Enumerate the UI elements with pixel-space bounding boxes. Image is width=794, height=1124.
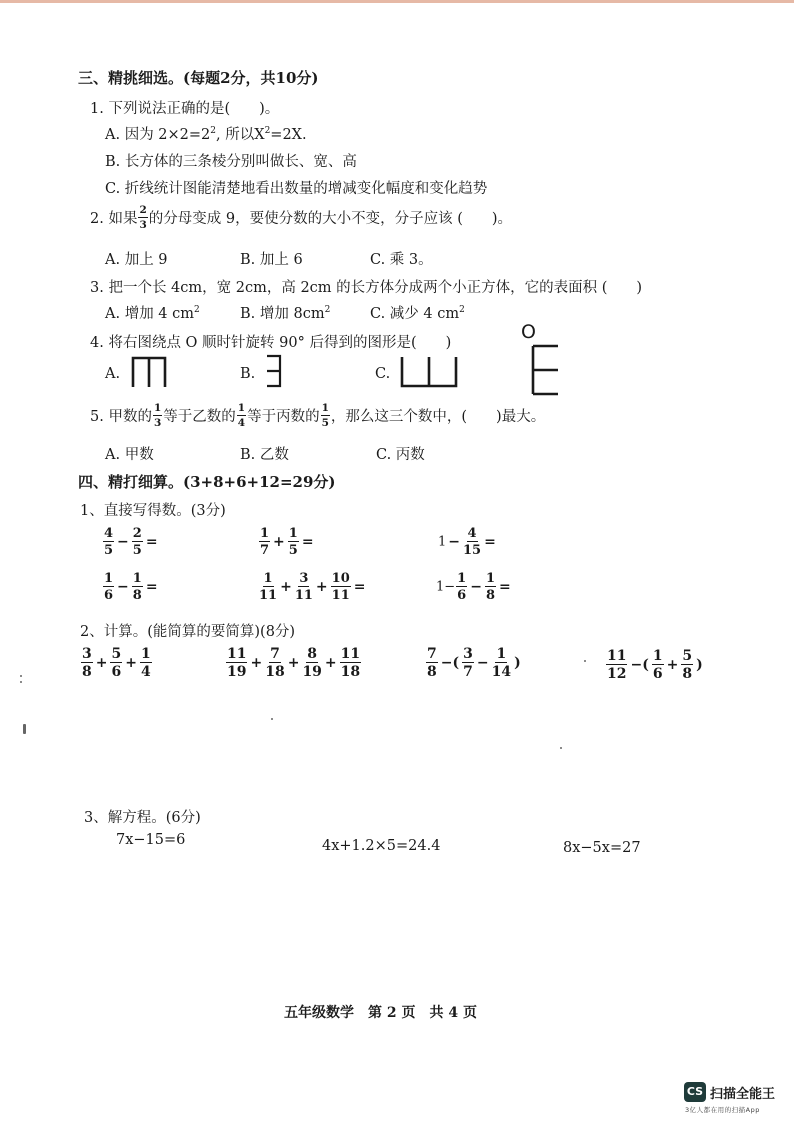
q4-option-b-label: B. (240, 366, 256, 382)
p2-expr-3: $\frac{7}{8}$ −( $\frac{3}{7}$ − $\frac{1}{14}$ ) (427, 646, 521, 680)
q3-option-c: C. 减少 4 $cm^2$ (370, 305, 465, 322)
part-2-title: 2、计算。(能简算的要简算)(8分) (80, 624, 296, 640)
q2-option-c: C. 乘 3。 (370, 252, 433, 268)
p1-expr-6: 1− $\frac{1}{6}$ − $\frac{1}{8}$ = (436, 571, 511, 603)
section-4-title: 四、精打细算。(3+8+6+12=29分) (78, 473, 336, 491)
page-top-edge (0, 0, 794, 3)
p1-expr-1: $\frac{4}{5}$ − $\frac{2}{5}$ = (104, 526, 158, 558)
section-3-title: 三、精挑细选。(每题2分，共10分) (78, 69, 319, 87)
q5-option-a: A. 甲数 (105, 447, 154, 463)
p2-expr-1: $\frac{3}{8}$ + $\frac{5}{6}$ + $\frac{1}{4}$ (82, 646, 151, 680)
p2-expr-2: $\frac{11}{19}$ + $\frac{7}{18}$ + $\frac{8}{19}$ + $\frac{11}{18}$ (227, 646, 361, 680)
watermark-app-name: 扫描全能王 (710, 1087, 776, 1102)
equation-1: 7x−15=6 (116, 832, 186, 848)
scan-speck (271, 718, 273, 720)
scan-speck (560, 747, 562, 749)
scan-speck (20, 681, 22, 683)
q3-option-b: B. 增加 $8cm^2$ (240, 305, 331, 322)
q4-option-a-figure (130, 355, 168, 389)
q3-option-a: A. 增加 4 $cm^2$ (105, 305, 200, 322)
q5-stem: 5. 甲数的 $\frac{1}{3}$ 等于乙数的 $\frac{1}{4}$ 等于丙数的 $\frac{1}{5}$ ，那么这三个数中，( )最大。 (90, 402, 546, 429)
original-figure (530, 343, 562, 397)
equation-2: 4x+1.2×5=24.4 (322, 838, 441, 854)
q2-stem: 2. 如果 $\frac{2}{3}$ 的分母变成 9，要使分数的大小不变，分子应该 ( )。 (90, 204, 513, 231)
q4-option-c-label: C. (375, 366, 391, 382)
q2-option-a: A. 加上 9 (105, 252, 168, 268)
q1-stem: 1. 下列说法正确的是( )。 (90, 101, 280, 117)
q3-stem: 3. 把一个长 4cm，宽 2cm，高 2cm 的长方体分成两个小正方体，它的表面积 ( ) (90, 280, 643, 296)
part-3-title: 3、解方程。(6分) (84, 810, 201, 826)
part-1-title: 1、直接写得数。(3分) (80, 503, 226, 519)
q4-option-b-figure (265, 353, 283, 389)
equation-3: 8x−5x=27 (563, 840, 641, 856)
page-footer: 五年级数学 第 2 页 共 4 页 (284, 1005, 477, 1021)
p1-expr-2: $\frac{1}{7}$ + $\frac{1}{5}$ = (260, 526, 314, 558)
scan-speck (584, 660, 586, 662)
cs-logo-icon: CS (684, 1082, 706, 1102)
q2-option-b: B. 加上 6 (240, 252, 303, 268)
q4-option-a-label: A. (105, 366, 121, 382)
p1-expr-4: $\frac{1}{6}$ − $\frac{1}{8}$ = (104, 571, 158, 603)
scan-speck (20, 675, 22, 677)
p1-expr-5: $\frac{1}{11}$ + $\frac{3}{11}$ + $\frac{10}{11}$ = (259, 571, 366, 603)
q4-stem: 4. 将右图绕点 O 顺时针旋转 90° 后得到的图形是( ) (90, 335, 452, 351)
q1-option-c: C. 折线统计图能清楚地看出数量的增减变化幅度和变化趋势 (105, 181, 488, 197)
q1-option-b: B. 长方体的三条棱分别叫做长、宽、高 (105, 154, 357, 170)
scanner-watermark (684, 1082, 788, 1118)
rotation-point-label: O (521, 321, 536, 343)
q5-option-c: C. 丙数 (376, 447, 425, 463)
p1-expr-3: 1 − $\frac{4}{15}$ = (438, 526, 496, 558)
scan-speck (23, 724, 26, 734)
q1-option-a: A. 因为 $2\times 2=2^2$, 所以$X^2=2X$. (105, 126, 307, 143)
p2-expr-4: $\frac{11}{12}$ −( $\frac{1}{6}$ + $\frac{5}{8}$ ) (607, 648, 703, 682)
watermark-tagline: 3亿人都在用的扫描App (685, 1106, 760, 1114)
q4-option-c-figure (399, 354, 459, 389)
q5-option-b: B. 乙数 (240, 447, 289, 463)
